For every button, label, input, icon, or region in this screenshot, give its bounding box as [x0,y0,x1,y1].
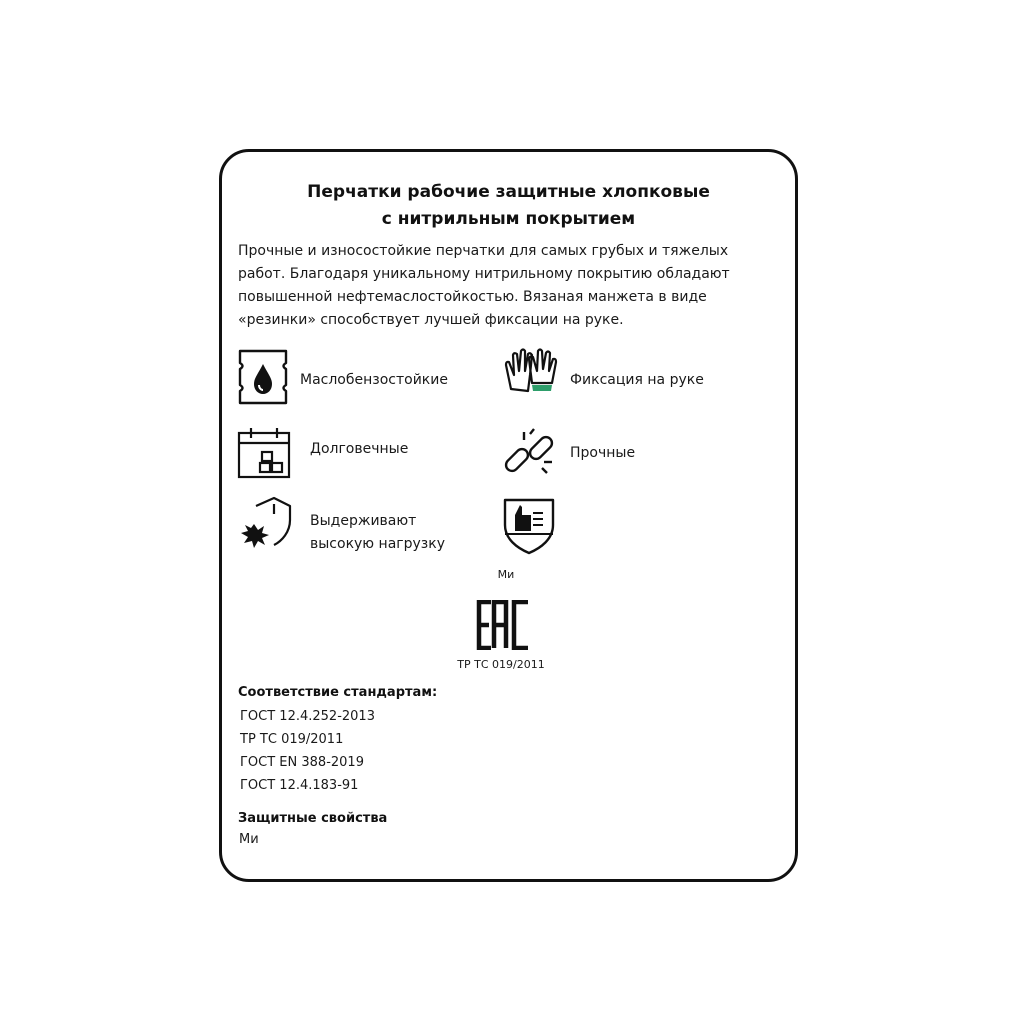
standard-item: ТР ТС 019/2011 [240,732,344,747]
chain-link-icon [502,428,558,484]
feature-label-durable: Долговечные [310,441,409,457]
feature-label-strong: Прочные [570,445,636,461]
feature-label-high-load [310,510,445,556]
protective-value: Ми [239,832,259,847]
standard-item: ГОСТ 12.4.252-2013 [240,709,375,724]
product-title-line-2: с нитрильным покрытием [381,209,636,229]
description-line: «резинки» способствует лучшей фиксации на руке. [238,312,624,328]
oil-barrel-icon [236,347,292,407]
standard-item: ГОСТ 12.4.183-91 [240,778,359,793]
feature-label-high-load-line-1: Выдерживают [310,513,417,529]
standards-list [240,705,375,797]
feature-label-hand-fixation: Фиксация на руке [570,372,704,388]
product-description [238,240,788,332]
calendar-icon [236,426,294,482]
description-line: Прочные и износостойкие перчатки для самых грубых и тяжелых [238,243,729,259]
protective-heading: Защитные свойства [238,811,388,826]
shield-impact-icon [236,494,292,552]
gloves-icon [502,345,560,403]
feature-label-oil-resistant: Маслобензостойкие [300,372,448,388]
eac-mark [476,600,532,650]
description-line: повышенной нефтемаслостойкостью. Вязаная манжета в виде [238,289,707,305]
standard-item: ГОСТ EN 388-2019 [240,755,364,770]
tr-ts-code: ТР ТС 019/2011 [457,658,545,671]
protective-glove-shield-icon [501,497,557,555]
feature-label-high-load-line-2: высокую нагрузку [310,536,445,552]
standards-heading: Соответствие стандартам: [238,685,438,700]
product-title [222,179,795,233]
product-info-card [219,149,798,882]
product-title-line-1: Перчатки рабочие защитные хлопковые [307,182,710,202]
description-line: работ. Благодаря уникальному нитрильному покрытию обладают [238,266,730,282]
shield-caption: Ми [497,568,515,581]
